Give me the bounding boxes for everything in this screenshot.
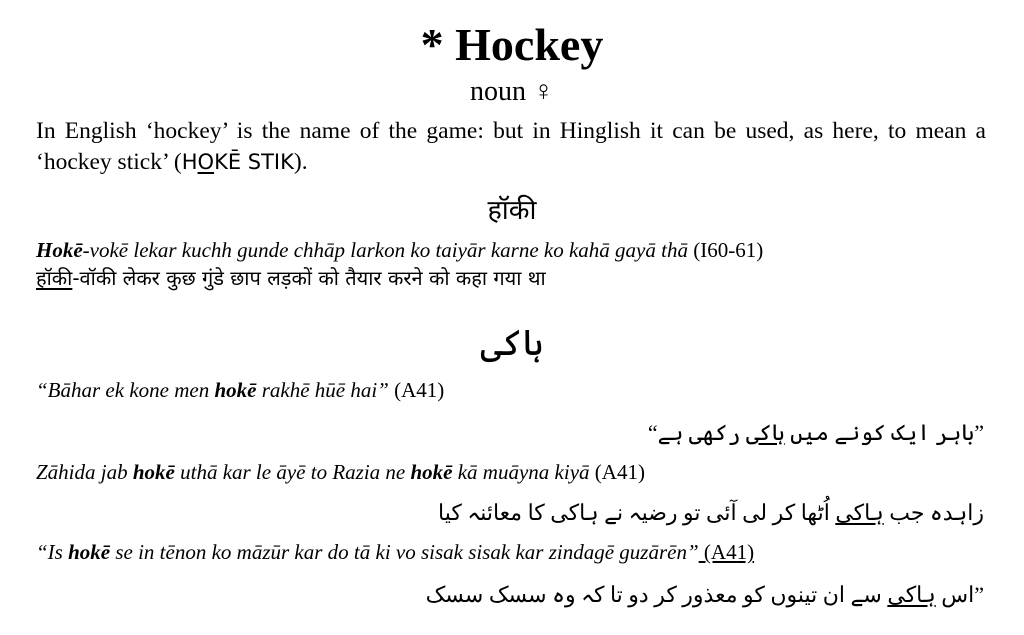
entry-title: * Hockey xyxy=(420,19,604,70)
urdu-headword: ہاکی xyxy=(480,323,544,363)
example-3-urdu-keyword: ہاکی xyxy=(835,500,884,525)
example-4-transliteration xyxy=(36,540,754,565)
example-3-keyword-2: hokē xyxy=(410,460,453,484)
example-3-ref: (A41) xyxy=(589,460,645,484)
pronunciation-part-2: O xyxy=(197,150,215,174)
example-2-urdu-pre: ”باہر ایک کونے میں xyxy=(784,420,984,445)
example-4-ref-b: 1) xyxy=(736,540,755,564)
example-4-urdu-pre: ”اس xyxy=(935,582,984,607)
example-2-urdu-post: رکھی ہے“ xyxy=(647,420,746,445)
example-1-hindi-keyword: हॉकी xyxy=(36,266,73,290)
example-2-text-pre: “Bāhar ek kone men xyxy=(36,378,215,402)
example-1-hindi-text: -वॉकी लेकर कुछ गुंडे छाप लड़कों को तैयार करने को कहा गया था xyxy=(72,266,546,290)
example-2-urdu xyxy=(648,420,984,446)
example-4-urdu-keyword: ہاکی xyxy=(887,582,936,607)
example-2-text-post: rakhē hūē hai” xyxy=(256,378,389,402)
example-1-keyword: Hokē xyxy=(36,238,83,262)
example-2-keyword: hokē xyxy=(214,378,257,402)
example-4-urdu xyxy=(426,582,984,608)
example-4-urdu-post: سے ان تینوں کو معذور کر دو تا کہ وہ سسک سسک xyxy=(425,582,888,607)
pronunciation-part-3: KĒ STIK xyxy=(214,150,294,174)
example-4-keyword: hokē xyxy=(68,540,111,564)
example-3-transliteration xyxy=(36,460,645,485)
example-2-urdu-keyword: ہاکی xyxy=(745,420,785,445)
example-4-ref xyxy=(699,540,754,564)
definition-suffix: ). xyxy=(293,149,308,175)
example-1-hindi xyxy=(36,264,546,291)
definition-prefix: In English ‘hockey’ is the name of the game: but in Hinglish it can be used, as here, to mean a ‘hockey stick’ ( xyxy=(36,118,986,175)
pronunciation xyxy=(182,150,294,174)
example-1-transliteration xyxy=(36,238,763,263)
example-3-text-post: kā muāyna kiyā xyxy=(452,460,590,484)
example-2-transliteration xyxy=(36,378,444,403)
example-1-ref: (I60-61) xyxy=(687,238,764,262)
part-of-speech: noun ♀ xyxy=(470,76,554,107)
pronunciation-part-1: H xyxy=(181,150,198,174)
example-3-urdu-post: اُٹھا کر لی آئی تو رضیہ نے ہاکی کا معائنہ کیا xyxy=(438,500,836,525)
entry-definition xyxy=(36,116,986,178)
example-4-ref-a: (A4 xyxy=(698,540,737,564)
example-4-text-post: se in tēnon ko māzūr kar do tā ki vo sisak sisak kar zindagē guzārēn” xyxy=(110,540,699,564)
example-4-text-pre: “Is xyxy=(36,540,69,564)
example-3-text-mid: uthā kar le āyē to Razia ne xyxy=(174,460,411,484)
example-3-urdu-pre: زاہدہ جب xyxy=(883,500,984,525)
example-3-urdu xyxy=(438,500,984,526)
example-3-keyword: hokē xyxy=(132,460,175,484)
example-2-ref: (A41) xyxy=(388,378,445,402)
example-1-text: -vokē lekar kuchh gunde chhāp larkon ko taiyār karne ko kahā gayā thā xyxy=(82,238,688,262)
hindi-headword: हॉकी xyxy=(487,195,537,226)
example-3-text-pre: Zāhida jab xyxy=(36,460,133,484)
